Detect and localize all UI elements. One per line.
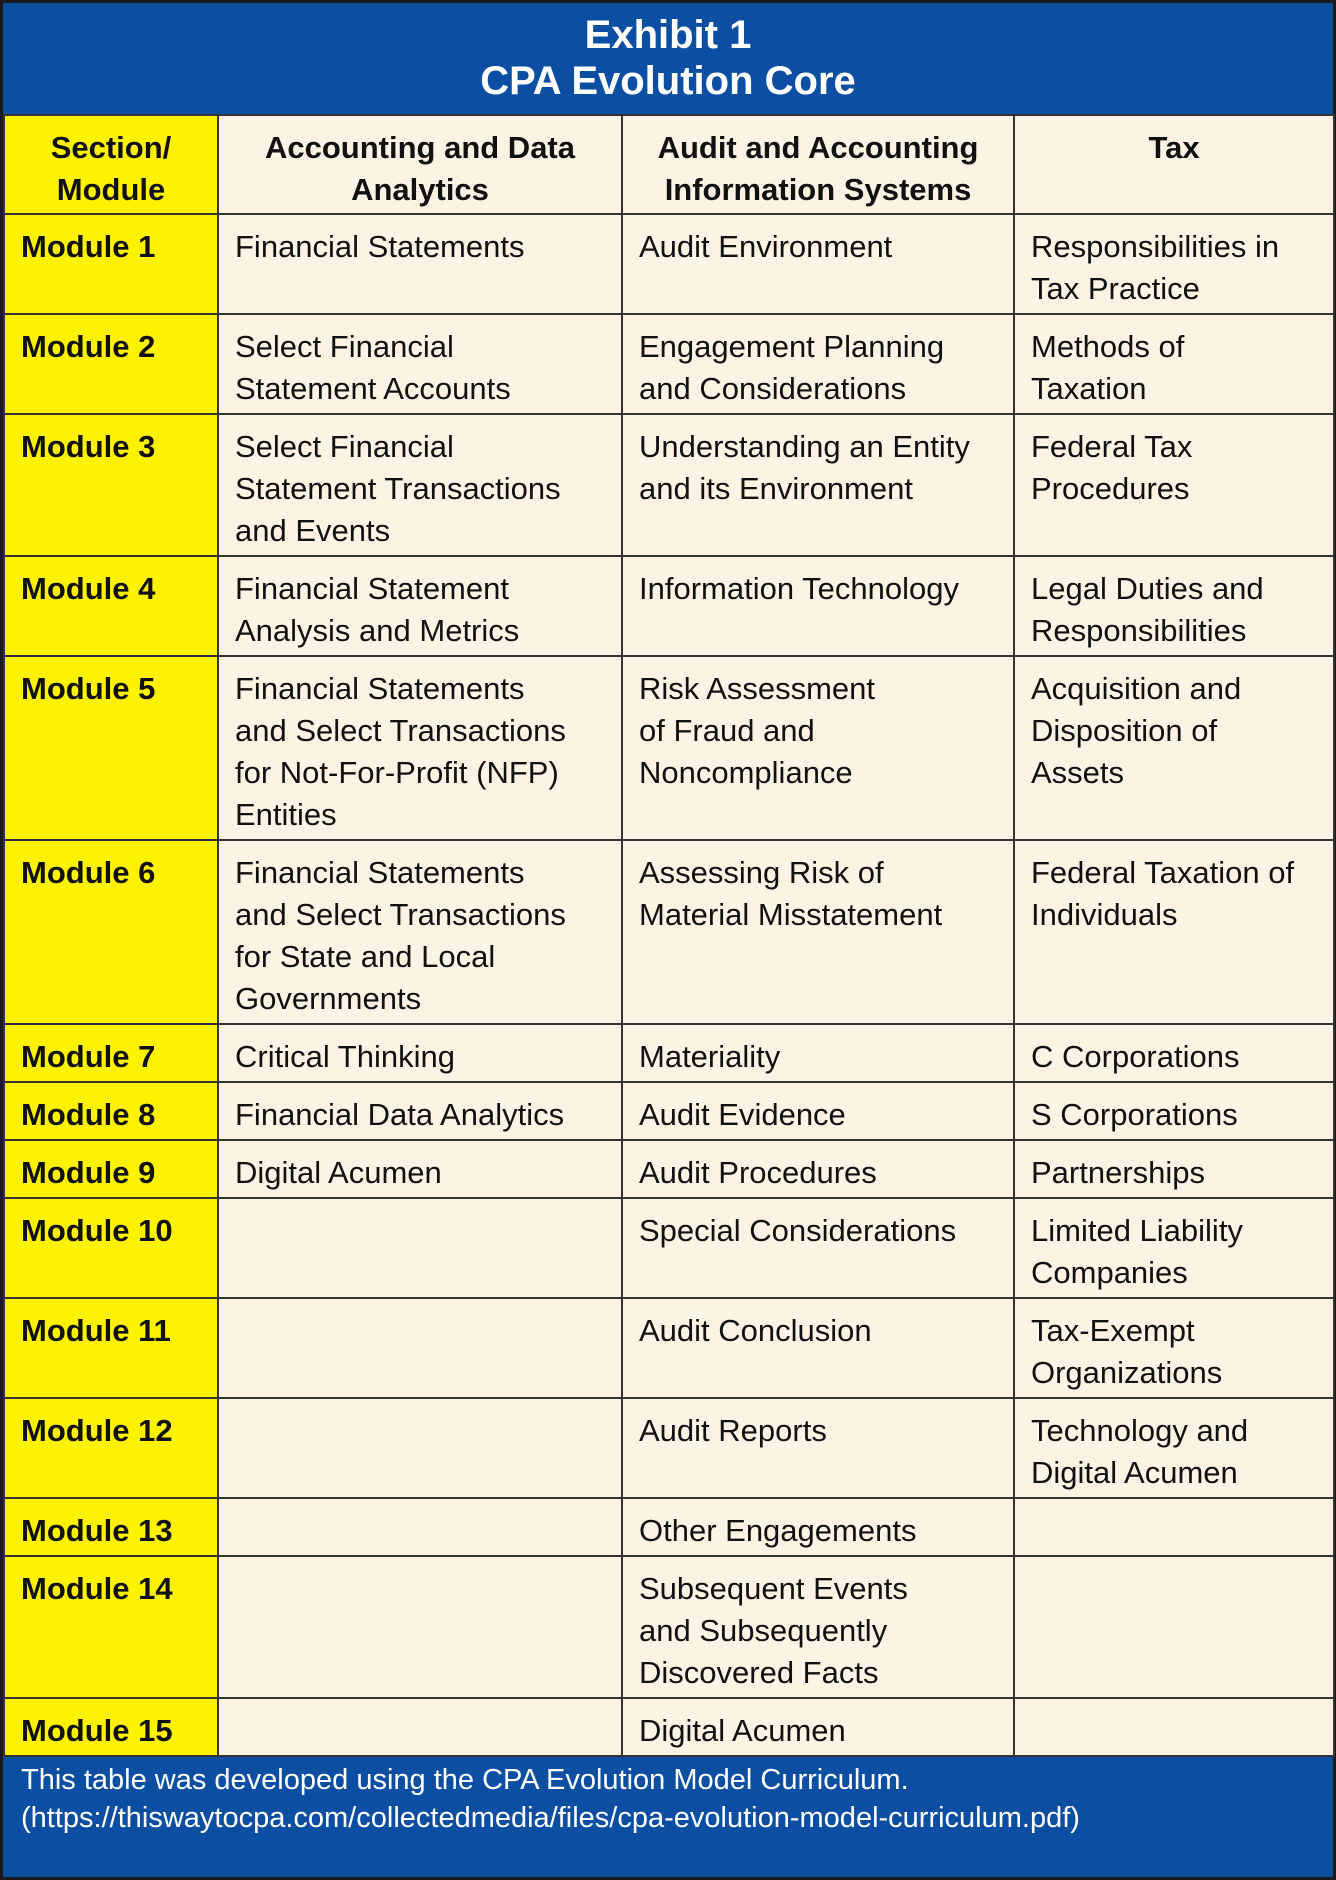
audit-topic-line: and Considerations	[639, 371, 907, 406]
audit-topic-line: Audit Procedures	[639, 1155, 877, 1190]
audit-cell	[622, 1198, 1014, 1298]
table-row	[4, 1698, 1334, 1756]
audit-topic-line: Noncompliance	[639, 755, 853, 790]
tax-topic-line: Federal Taxation of	[1031, 855, 1295, 890]
audit-topic-line: Audit Evidence	[639, 1097, 846, 1132]
accounting-topic-line: Financial Data Analytics	[235, 1097, 565, 1132]
accounting-topic-line: Statement Accounts	[235, 371, 511, 406]
accounting-cell	[218, 314, 622, 414]
audit-cell	[622, 1082, 1014, 1140]
header-row	[4, 115, 1334, 214]
header-tax: Tax	[1014, 115, 1334, 214]
accounting-topic-line: Select Financial	[235, 429, 454, 464]
tax-topic-line: Acquisition and	[1031, 671, 1242, 706]
module-label: Module 2	[4, 314, 218, 414]
module-label: Module 10	[4, 1198, 218, 1298]
cpa-core-table	[3, 114, 1335, 1757]
tax-topic-line: S Corporations	[1031, 1097, 1238, 1132]
exhibit-subtitle: CPA Evolution Core	[480, 59, 856, 103]
audit-cell	[622, 1498, 1014, 1556]
accounting-topic-line: Select Financial	[235, 329, 454, 364]
accounting-topic-line: and Events	[235, 513, 391, 548]
table-row	[4, 1556, 1334, 1698]
tax-cell	[1014, 1498, 1334, 1556]
source-note	[21, 1761, 1321, 1837]
accounting-cell	[218, 556, 622, 656]
exhibit-title	[3, 3, 1333, 113]
table-row	[4, 1498, 1334, 1556]
accounting-topic-line: Financial Statement	[235, 571, 509, 606]
table-row	[4, 1082, 1334, 1140]
accounting-cell	[218, 214, 622, 314]
module-label: Module 8	[4, 1082, 218, 1140]
audit-topic-line: and Subsequently	[639, 1613, 888, 1648]
accounting-topic-line: for State and Local	[235, 939, 496, 974]
accounting-topic-line: Statement Transactions	[235, 471, 561, 506]
table-row	[4, 1298, 1334, 1398]
accounting-topic-line: Critical Thinking	[235, 1039, 455, 1074]
header-accounting: Accounting and Data Analytics	[218, 115, 622, 214]
tax-cell	[1014, 414, 1334, 556]
audit-topic-line: Other Engagements	[639, 1513, 917, 1548]
tax-topic-line: Procedures	[1031, 471, 1190, 506]
audit-topic-line: Information Technology	[639, 571, 959, 606]
module-label: Module 1	[4, 214, 218, 314]
module-label: Module 5	[4, 656, 218, 840]
tax-topic-line: Assets	[1031, 755, 1125, 790]
audit-cell	[622, 556, 1014, 656]
table-row	[4, 1140, 1334, 1198]
module-label: Module 15	[4, 1698, 218, 1756]
accounting-cell	[218, 840, 622, 1024]
accounting-cell	[218, 1498, 622, 1556]
accounting-topic-line: Financial Statements	[235, 671, 525, 706]
source-note-url: (https://thiswaytocpa.com/collectedmedia/files/cpa-evolution-model-curriculum.pdf)	[21, 1802, 1080, 1834]
tax-topic-line: Limited Liability	[1031, 1213, 1243, 1248]
module-label: Module 9	[4, 1140, 218, 1198]
accounting-topic-line: Financial Statements	[235, 229, 525, 264]
accounting-cell	[218, 1298, 622, 1398]
tax-topic-line: C Corporations	[1031, 1039, 1240, 1074]
accounting-cell	[218, 1556, 622, 1698]
accounting-topic-line: Governments	[235, 981, 422, 1016]
header-section-module: Section/ Module	[4, 115, 218, 214]
tax-cell	[1014, 1698, 1334, 1756]
tax-topic-line: Taxation	[1031, 371, 1147, 406]
audit-cell	[622, 1398, 1014, 1498]
table-row	[4, 1198, 1334, 1298]
accounting-topic-line: for Not-For-Profit (NFP)	[235, 755, 559, 790]
tax-topic-line: Responsibilities	[1031, 613, 1247, 648]
accounting-cell	[218, 1398, 622, 1498]
accounting-cell	[218, 1698, 622, 1756]
audit-topic-line: Special Considerations	[639, 1213, 957, 1248]
audit-topic-line: of Fraud and	[639, 713, 815, 748]
accounting-topic-line: Digital Acumen	[235, 1155, 442, 1190]
module-label: Module 14	[4, 1556, 218, 1698]
module-label: Module 13	[4, 1498, 218, 1556]
audit-topic-line: Discovered Facts	[639, 1655, 879, 1690]
audit-topic-line: Audit Reports	[639, 1413, 827, 1448]
tax-topic-line: Federal Tax	[1031, 429, 1193, 464]
audit-topic-line: Materiality	[639, 1039, 781, 1074]
tax-cell	[1014, 1398, 1334, 1498]
tax-cell	[1014, 314, 1334, 414]
audit-cell	[622, 414, 1014, 556]
tax-topic-line: Partnerships	[1031, 1155, 1206, 1190]
audit-topic-line: Risk Assessment	[639, 671, 876, 706]
accounting-cell	[218, 414, 622, 556]
table-row	[4, 656, 1334, 840]
module-label: Module 3	[4, 414, 218, 556]
audit-cell	[622, 314, 1014, 414]
audit-topic-line: Engagement Planning	[639, 329, 945, 364]
audit-topic-line: and its Environment	[639, 471, 913, 506]
audit-cell	[622, 656, 1014, 840]
tax-topic-line: Legal Duties and	[1031, 571, 1264, 606]
tax-topic-line: Tax Practice	[1031, 271, 1200, 306]
audit-cell	[622, 214, 1014, 314]
tax-cell	[1014, 1140, 1334, 1198]
audit-cell	[622, 1556, 1014, 1698]
tax-topic-line: Companies	[1031, 1255, 1188, 1290]
audit-cell	[622, 1024, 1014, 1082]
audit-cell	[622, 840, 1014, 1024]
accounting-topic-line: Analysis and Metrics	[235, 613, 520, 648]
table-row	[4, 840, 1334, 1024]
audit-topic-line: Understanding an Entity	[639, 429, 970, 464]
accounting-topic-line: Entities	[235, 797, 337, 832]
accounting-cell	[218, 656, 622, 840]
tax-topic-line: Digital Acumen	[1031, 1455, 1238, 1490]
exhibit-number: Exhibit 1	[584, 13, 752, 57]
tax-cell	[1014, 1082, 1334, 1140]
accounting-topic-line: and Select Transactions	[235, 897, 566, 932]
audit-cell	[622, 1298, 1014, 1398]
tax-cell	[1014, 840, 1334, 1024]
tax-cell	[1014, 556, 1334, 656]
audit-topic-line: Assessing Risk of	[639, 855, 884, 890]
accounting-topic-line: Financial Statements	[235, 855, 525, 890]
table-row	[4, 414, 1334, 556]
tax-topic-line: Responsibilities in	[1031, 229, 1280, 264]
table-row	[4, 1024, 1334, 1082]
accounting-cell	[218, 1024, 622, 1082]
accounting-topic-line: and Select Transactions	[235, 713, 566, 748]
tax-cell	[1014, 1198, 1334, 1298]
tax-cell	[1014, 1024, 1334, 1082]
table-row	[4, 556, 1334, 656]
table-body	[4, 214, 1334, 1756]
audit-cell	[622, 1140, 1014, 1198]
module-label: Module 11	[4, 1298, 218, 1398]
header-audit: Audit and Accounting Information Systems	[622, 115, 1014, 214]
tax-cell	[1014, 1298, 1334, 1398]
module-label: Module 7	[4, 1024, 218, 1082]
table-row	[4, 1398, 1334, 1498]
accounting-cell	[218, 1082, 622, 1140]
tax-topic-line: Disposition of	[1031, 713, 1218, 748]
source-note-text: This table was developed using the CPA Evolution Model Curriculum.	[21, 1764, 909, 1796]
tax-topic-line: Individuals	[1031, 897, 1178, 932]
module-label: Module 12	[4, 1398, 218, 1498]
module-label: Module 6	[4, 840, 218, 1024]
tax-cell	[1014, 214, 1334, 314]
audit-topic-line: Material Misstatement	[639, 897, 943, 932]
audit-topic-line: Audit Conclusion	[639, 1313, 872, 1348]
audit-cell	[622, 1698, 1014, 1756]
audit-topic-line: Subsequent Events	[639, 1571, 908, 1606]
table-row	[4, 214, 1334, 314]
accounting-cell	[218, 1140, 622, 1198]
tax-topic-line: Tax-Exempt	[1031, 1313, 1195, 1348]
table-row	[4, 314, 1334, 414]
tax-topic-line: Technology and	[1031, 1413, 1249, 1448]
tax-topic-line: Methods of	[1031, 329, 1185, 364]
audit-topic-line: Audit Environment	[639, 229, 893, 264]
tax-cell	[1014, 656, 1334, 840]
audit-topic-line: Digital Acumen	[639, 1713, 846, 1748]
accounting-cell	[218, 1198, 622, 1298]
tax-topic-line: Organizations	[1031, 1355, 1223, 1390]
tax-cell	[1014, 1556, 1334, 1698]
module-label: Module 4	[4, 556, 218, 656]
